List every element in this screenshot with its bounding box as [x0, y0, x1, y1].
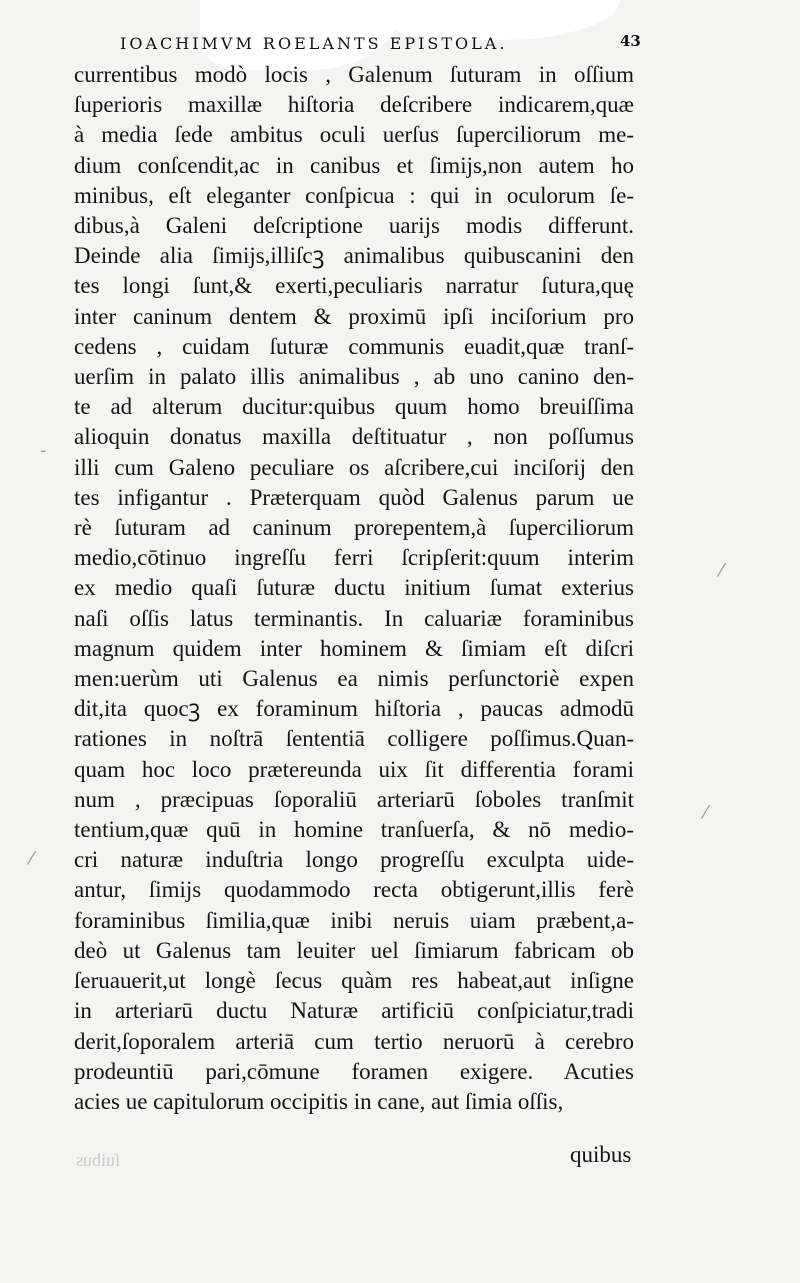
text-line: rationes in noſtrā ſententiā colligere poſſimus.Quan- [74, 726, 634, 752]
text-line: foraminibus ſimilia,quæ inibi neruis uiam præbent,a- [74, 907, 634, 933]
text-line: illi cum Galeno peculiare os aſcribere,cui inciſorij den [74, 454, 634, 480]
text-line: magnum quidem inter hominem & ſimiam eſt diſcri [74, 635, 634, 661]
text-line: ſuperioris maxillæ hiſtoria deſcribere indicarem,quæ [74, 92, 634, 118]
text-line: rè ſuturam ad caninum prorepentem,à ſuperciliorum [74, 515, 634, 541]
text-line: derit,ſoporalem arteriā cum tertio neruorū à cerebro [74, 1028, 634, 1054]
text-line: prodeuntiū pari,cōmune foramen exigere. Acuties [74, 1058, 634, 1084]
text-line: alioquin donatus maxilla deſtituatur , non poſſumus [74, 424, 634, 450]
text-line: medio,cōtinuo ingreſſu ferri ſcripſerit:quum interim [74, 545, 634, 571]
bleed-through-text: ſuibus [76, 1150, 121, 1170]
text-line: tentium,quæ quū in homine tranſuerſa, & nō medio- [74, 817, 634, 843]
text-line: cedens , cuidam ſuturæ communis euadit,quæ tranſ- [74, 333, 634, 359]
running-head: IOACHIMVM ROELANTS EPISTOLA. [120, 34, 508, 53]
text-line: dium conſcendit,ac in canibus et ſimijs,non autem ho [74, 152, 634, 178]
text-line: dibus,à Galeni deſcriptione uarijs modis differunt. [74, 213, 634, 239]
text-line: ſeruauerit,ut longè ſecus quàm res habeat,aut inſigne [74, 968, 634, 994]
text-line: uerſim in palato illis animalibus , ab uno canino den- [74, 364, 634, 390]
text-line: dit,ita quocꝫ ex foraminum hiſtoria , paucas admodū [74, 696, 634, 722]
margin-mark: - [40, 440, 47, 461]
margin-mark: ⁄ [30, 848, 34, 869]
text-line: currentibus modò locis , Galenum ſuturam in oſſium [74, 62, 634, 87]
text-line: in arteriarū ductu Naturæ artificiū conſpiciatur,tradi [74, 998, 634, 1024]
text-line: num , præcipuas ſoporaliū arteriarū ſoboles tranſmit [74, 786, 634, 812]
text-line: men:uerùm uti Galenus ea nimis perſunctoriè expen [74, 666, 634, 692]
text-line: inter caninum dentem & proximū ipſi inciſorium pro [74, 303, 634, 329]
text-line: tes longi ſunt,& exerti,peculiaris narratur ſutura,quę [74, 273, 634, 299]
body-text [74, 60, 634, 1117]
text-line: cri naturæ induſtria longo progreſſu exculpta uide- [74, 847, 634, 873]
text-line: Deinde alia ſimijs,illiſcꝫ animalibus quibuscanini den [74, 243, 634, 269]
text-line: minibus, eſt eleganter conſpicua : qui in oculorum ſe- [74, 182, 634, 208]
text-line: quam hoc loco prætereunda uix ſit differentia forami [74, 756, 634, 782]
text-line: ex medio quaſi ſuturæ ductu initium ſumat exterius [74, 575, 634, 601]
margin-mark: ⁄ [704, 802, 708, 823]
catchword: quibus [570, 1142, 632, 1167]
text-line: acies ue capitulorum occipitis in cane, aut ſimia oſſis, [74, 1088, 564, 1114]
margin-mark: ⁄ [720, 560, 724, 581]
text-line: à media ſede ambitus oculi uerſus ſuperciliorum me- [74, 122, 634, 148]
text-line: naſi oſſis latus terminantis. In caluariæ foraminibus [74, 605, 634, 631]
folio-number: 43 [620, 32, 641, 50]
text-line: antur, ſimijs quodammodo recta obtigerunt,illis ferè [74, 877, 634, 903]
text-line: tes infigantur . Præterquam quòd Galenus parum ue [74, 484, 634, 510]
text-line: te ad alterum ducitur:quibus quum homo breuiſſima [74, 394, 634, 420]
text-line: deò ut Galenus tam leuiter uel ſimiarum fabricam ob [74, 937, 634, 963]
